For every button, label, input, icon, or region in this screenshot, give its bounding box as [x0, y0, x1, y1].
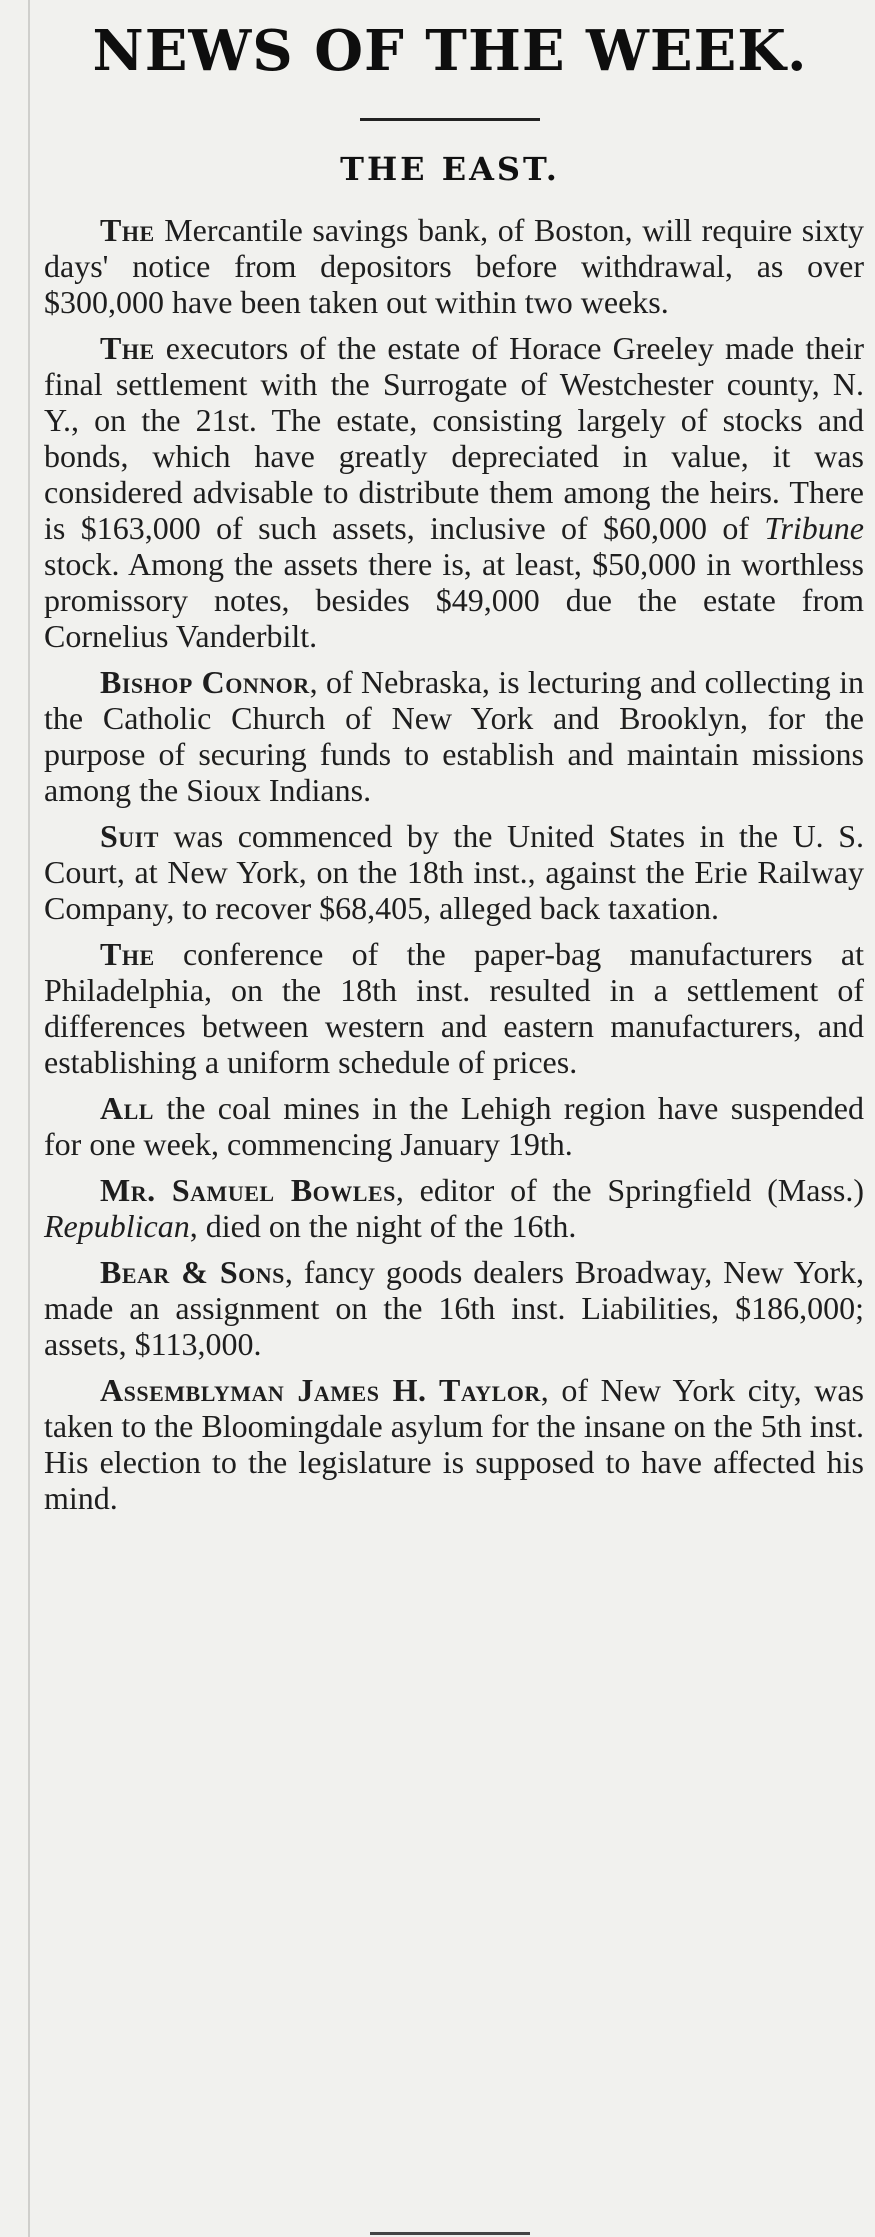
news-item-paper-bag-conference	[44, 936, 864, 1080]
news-item-samuel-bowles	[44, 1172, 864, 1244]
article-body	[44, 212, 864, 1526]
item-lead: Suit	[100, 818, 159, 854]
item-lead: The	[100, 936, 155, 972]
item-text: , of Nebraska, is lecturing and collecting in the Catholic Church of New York and Brooklyn, for the purpose of securing funds to establish and maintain missions among the Sioux Indians.	[44, 664, 865, 808]
item-lead: The	[100, 212, 155, 248]
item-text: , editor of the Springfield (Mass.)	[395, 1172, 864, 1208]
item-text: was commenced by the United States in the U. S. Court, at New York, on the 18th inst., against the Erie Railway Company, to recover $68,405, alleged back taxation.	[44, 818, 864, 926]
news-item-erie-suit	[44, 818, 864, 926]
item-text: , of New York city, was taken to the Bloomingdale asylum for the insane on the 5th inst. His election to the legislature is supposed to have affected his mind.	[44, 1372, 865, 1516]
item-text: , fancy goods dealers Broadway, New York, made an assignment on the 16th inst. Liabilities, $186,000; assets, $113,000.	[44, 1254, 865, 1362]
news-item-lehigh-coal	[44, 1090, 864, 1162]
newspaper-column	[28, 0, 870, 2237]
headline-rule	[360, 118, 540, 121]
item-lead: Bishop Connor	[100, 664, 310, 700]
item-text: the coal mines in the Lehigh region have suspended for one week, commencing January 19th.	[44, 1090, 864, 1162]
footer-rule	[370, 2232, 530, 2235]
item-text-continued: , died on the night of the 16th.	[189, 1208, 577, 1244]
news-item-bishop-connor	[44, 664, 864, 808]
news-item-mercantile-bank	[44, 212, 864, 320]
news-item-bear-sons	[44, 1254, 864, 1362]
item-italic: Republican	[44, 1208, 190, 1244]
item-text: Mercantile savings bank, of Boston, will require sixty days' notice from depositors before withdrawal, as over $300,000 have been taken out within two weeks.	[44, 212, 864, 320]
item-lead: Bear & Sons	[100, 1254, 285, 1290]
item-lead: All	[100, 1090, 154, 1126]
item-lead: Assemblyman James H. Taylor	[100, 1372, 541, 1408]
section-heading: THE EAST.	[340, 150, 560, 188]
item-italic: Tribune	[764, 510, 864, 546]
item-lead: The	[100, 330, 155, 366]
item-text-continued: stock. Among the assets there is, at least, $50,000 in worthless promissory notes, besides $49,000 due the estate from Cornelius Vanderbilt.	[44, 546, 864, 654]
news-item-greeley-estate	[44, 330, 864, 654]
item-text: executors of the estate of Horace Greeley made their final settlement with the Surrogate of Westchester county, N. Y., on the 21st. The estate, consisting largely of stocks and bonds, which have greatly depreciated in value, it was considered advisable to distribute them among the heirs. There is $163,000 of such assets, inclusive of $60,000 of	[44, 330, 864, 546]
news-item-james-taylor	[44, 1372, 864, 1516]
item-text: conference of the paper-bag manufacturers at Philadelphia, on the 18th inst. resulted in a settlement of differences between western and eastern manufacturers, and establishing a uniform schedule of prices.	[44, 936, 864, 1080]
headline: NEWS OF THE WEEK.	[92, 18, 808, 84]
item-lead: Mr. Samuel Bowles	[100, 1172, 396, 1208]
